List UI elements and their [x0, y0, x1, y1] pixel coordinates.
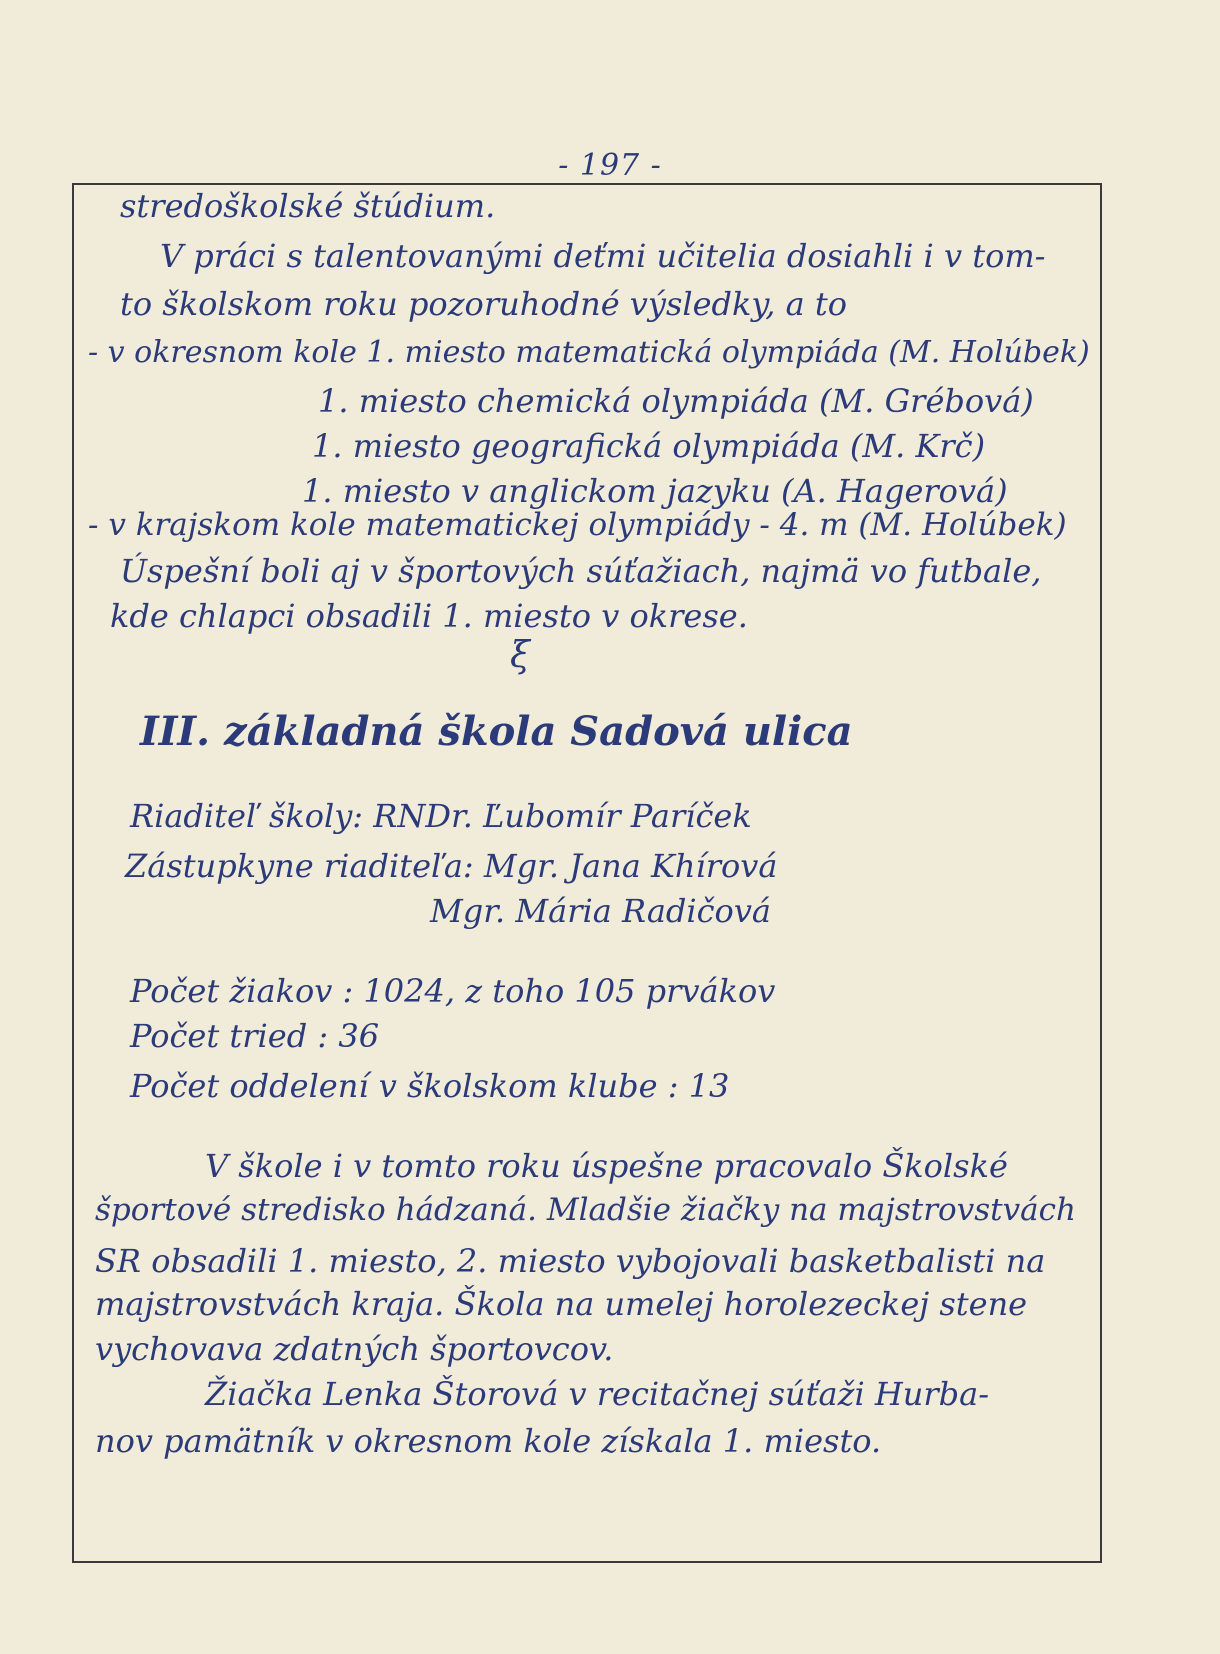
text-line: vychovava zdatných športovcov.	[95, 1330, 614, 1368]
text-line: - v krajskom kole matematickej olympiády - 4. m (M. Holúbek)	[88, 507, 1067, 543]
text-line: kde chlapci obsadili 1. miesto v okrese.	[110, 597, 748, 635]
text-line: nov pamätník v okresnom kole získala 1. miesto.	[95, 1422, 882, 1460]
text-line: stredoškolské štúdium.	[120, 187, 496, 225]
text-line: Počet žiakov : 1024, z toho 105 prvákov	[130, 972, 776, 1010]
text-line: SR obsadili 1. miesto, 2. miesto vybojovali basketbalisti na	[95, 1242, 1046, 1280]
text-line: V práci s talentovanými deťmi učitelia dosiahli i v tom-	[160, 237, 1046, 275]
text-line: Riaditeľ školy: RNDr. Ľubomír Paríček	[130, 797, 752, 835]
text-line: Počet oddelení v školskom klube : 13	[130, 1067, 730, 1105]
section-heading: III. základná škola Sadová ulica	[140, 708, 853, 755]
text-line: Zástupkyne riaditeľa: Mgr. Jana Khírová	[125, 847, 778, 885]
section-divider: ξ	[510, 635, 530, 676]
text-line: Mgr. Mária Radičová	[430, 892, 771, 930]
text-line: Žiačka Lenka Štorová v recitačnej súťaži Hurba-	[205, 1375, 990, 1413]
text-line: majstrovstvách kraja. Škola na umelej horolezeckej stene	[95, 1285, 1028, 1323]
text-line: športové stredisko hádzaná. Mladšie žiačky na majstrovstvách	[95, 1192, 1076, 1228]
text-line: 1. miesto geografická olympiáda (M. Krč)	[312, 427, 986, 465]
text-line: - v okresnom kole 1. miesto matematická olympiáda (M. Holúbek)	[88, 335, 1090, 370]
text-line: V škole i v tomto roku úspešne pracovalo Školské	[205, 1147, 1008, 1185]
text-line: 1. miesto v anglickom jazyku (A. Hagerová)	[302, 472, 1008, 510]
text-line: 1. miesto chemická olympiáda (M. Grébová)	[318, 382, 1034, 420]
page-number: - 197 -	[558, 148, 662, 183]
text-line: to školskom roku pozoruhodné výsledky, a to	[120, 285, 847, 323]
text-line: Počet tried : 36	[130, 1017, 380, 1055]
text-line: Úspešní boli aj v športových súťažiach, najmä vo futbale,	[120, 552, 1042, 590]
